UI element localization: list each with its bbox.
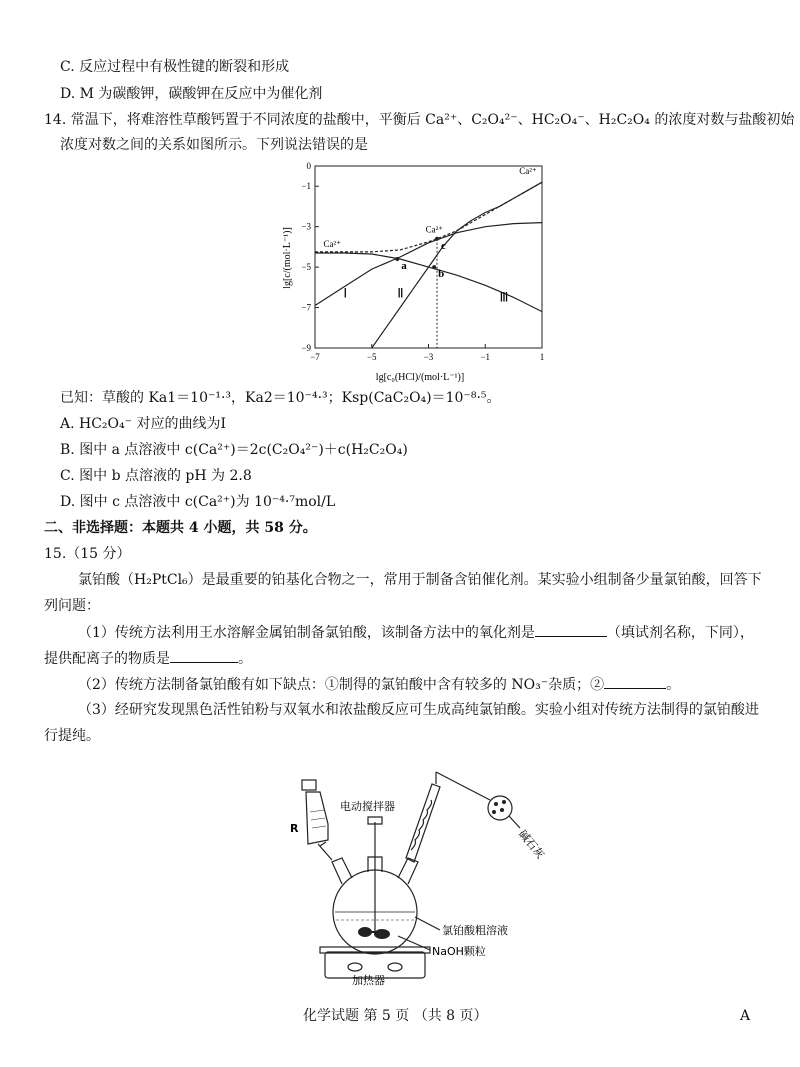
soda-lime-bulb bbox=[488, 796, 512, 820]
q15-part1-text-b: （填试剂名称，下同）， bbox=[606, 625, 754, 641]
flask-right-neck bbox=[398, 858, 418, 884]
point-label-a: a bbox=[401, 260, 407, 273]
x-tick-label: −1 bbox=[480, 352, 491, 362]
chart-axes bbox=[315, 166, 542, 348]
heater-knob-left bbox=[348, 963, 362, 971]
q14-option-a: A. HC₂O₄⁻ 对应的曲线为Ⅰ bbox=[60, 416, 227, 432]
point-b bbox=[432, 265, 436, 269]
paper-version: A bbox=[740, 1008, 751, 1024]
q15-part2-text-a: （2）传统方法制备氯铂酸有如下缺点：①制得的氯铂酸中含有较多的 NO₃⁻杂质；② bbox=[78, 677, 605, 693]
pt-powder-right bbox=[374, 929, 390, 939]
drying-tube-arm bbox=[436, 772, 490, 800]
chart-frame bbox=[315, 166, 542, 348]
curve-annotation: Ⅲ bbox=[499, 289, 509, 305]
y-tick-label: 0 bbox=[306, 161, 311, 171]
series-line-ca bbox=[315, 182, 542, 252]
chart-y-label: lg[c/(mol·L⁻¹)] bbox=[282, 227, 293, 289]
oxidant-blank[interactable] bbox=[535, 622, 607, 637]
q14-option-b: B. 图中 a 点溶液中 c(Ca²⁺)＝2c(C₂O₄²⁻)＋c(H₂C₂O₄) bbox=[60, 442, 408, 458]
page-footer: 化学试题 第 5 页 （共 8 页） bbox=[303, 1008, 488, 1024]
point-label-b: b bbox=[438, 268, 445, 281]
curve-annotation: Ca²⁺ bbox=[519, 166, 537, 177]
point-label-c: c bbox=[441, 239, 446, 252]
flask-left-neck bbox=[332, 858, 352, 884]
pt-powder-left bbox=[358, 927, 372, 937]
q14-option-d: D. 图中 c 点溶液中 c(Ca²⁺)为 10⁻⁴·⁷mol/L bbox=[60, 494, 336, 510]
apparatus-diagram bbox=[280, 762, 570, 987]
heater-label: 加热器 bbox=[352, 974, 385, 987]
q15-intro-line2: 列问题： bbox=[44, 598, 100, 614]
q15-part2-text-b: 。 bbox=[666, 677, 681, 693]
chart-labels-layer bbox=[324, 166, 537, 304]
heater-knob-right bbox=[388, 963, 402, 971]
y-tick-label: −5 bbox=[301, 262, 311, 273]
funnel-stopper bbox=[302, 780, 316, 790]
series-line-Ⅱ bbox=[372, 182, 542, 348]
q14-known: 已知：草酸的 Ka1＝10⁻¹·³，Ka2＝10⁻⁴·³；Ksp(CaC₂O₄)＝10⁻⁸·⁵。 bbox=[60, 390, 501, 406]
q15-head: 15.（15 分） bbox=[44, 546, 131, 562]
y-tick-label: −7 bbox=[301, 302, 311, 313]
y-tick-label: −1 bbox=[301, 181, 311, 192]
y-tick-label: −3 bbox=[301, 221, 311, 232]
q15-part3-line2: 行提纯。 bbox=[44, 728, 100, 744]
q13-option-c: C. 反应过程中有极性键的断裂和形成 bbox=[60, 59, 290, 75]
drawback-blank[interactable] bbox=[604, 674, 666, 689]
chart-series-layer bbox=[315, 182, 542, 348]
solution-label: 氯铂酸粗溶液 bbox=[442, 924, 508, 937]
q13-option-d: D. M 为碳酸钾，碳酸钾在反应中为催化剂 bbox=[60, 86, 323, 102]
q15-part1-line1 bbox=[78, 622, 754, 643]
ligand-source-blank[interactable] bbox=[170, 648, 238, 663]
stirrer-label: 电动搅拌器 bbox=[340, 800, 395, 813]
naoh-label: NaOH颗粒 bbox=[432, 945, 486, 958]
x-tick-label: −5 bbox=[366, 352, 377, 362]
q15-part1-text-c: 提供配离子的物质是 bbox=[44, 651, 170, 667]
q15-intro-line1: 氯铂酸（H₂PtCl₆）是最重要的铂基化合物之一，常用于制备含铂催化剂。某实验小组制备少量氯铂酸，回答下 bbox=[78, 572, 762, 588]
curve-annotation: Ⅱ bbox=[397, 285, 404, 301]
section-title: 二、非选择题：本题共 4 小题，共 58 分。 bbox=[44, 520, 317, 536]
x-tick-label: −7 bbox=[310, 352, 320, 362]
x-tick-label: 1 bbox=[539, 352, 545, 362]
q15-part3-line1: （3）经研究发现黑色活性铂粉与双氧水和浓盐酸反应可生成高纯氯铂酸。实验小组对传统方法制得的氯铂酸进 bbox=[78, 702, 759, 718]
soda-lime-label: 碱石灰 bbox=[515, 827, 547, 862]
point-c bbox=[435, 237, 439, 241]
curve-annotation: Ca²⁺ bbox=[425, 224, 444, 235]
y-tick-label: −9 bbox=[301, 343, 311, 353]
concentration-chart bbox=[270, 158, 560, 384]
q15-part2 bbox=[78, 674, 680, 695]
x-tick-label: −3 bbox=[423, 352, 434, 362]
funnel-label: R bbox=[290, 822, 299, 835]
q14-stem-line2: 浓度对数之间的关系如图所示。下列说法错误的是 bbox=[60, 137, 368, 153]
q14-option-c: C. 图中 b 点溶液的 pH 为 2.8 bbox=[60, 468, 252, 484]
q15-part1-line2 bbox=[44, 648, 252, 669]
curve-annotation: Ⅰ bbox=[343, 285, 348, 301]
q14-stem-line1: 14. 常温下，将难溶性草酸钙置于不同浓度的盐酸中，平衡后 Ca²⁺、C₂O₄²⁻、HC₂O₄⁻、H₂C₂O₄ 的浓度对数与盐酸初始 bbox=[44, 112, 795, 128]
chart-points-layer bbox=[395, 237, 446, 280]
q15-part1-text-a: （1）传统方法利用王水溶解金属铂制备氯铂酸，该制备方法中的氧化剂是 bbox=[78, 625, 535, 641]
curve-annotation: Ca²⁺ bbox=[323, 238, 341, 249]
q15-part1-text-d: 。 bbox=[238, 651, 252, 667]
chart-ticks bbox=[301, 161, 544, 362]
chart-x-label: lg[c₀(HCl)/(mol·L⁻¹)] bbox=[375, 372, 465, 383]
point-a bbox=[395, 257, 399, 261]
